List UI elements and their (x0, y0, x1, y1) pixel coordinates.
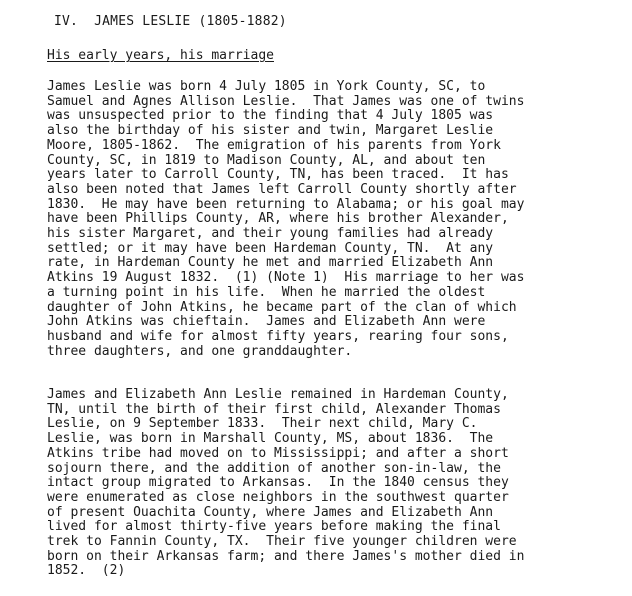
text-line: sojourn there, and the addition of another son-in-law, the (47, 460, 501, 476)
text-line: also the birthday of his sister and twin, Margaret Leslie (47, 123, 494, 139)
text-line: Atkins tribe had moved on to Mississippi; and after a short (47, 445, 509, 461)
section-subheading: His early years, his marriage (47, 48, 274, 63)
text-line: Moore, 1805-1862. The emigration of his parents from York (47, 137, 501, 153)
text-line: Leslie, was born in Marshall County, MS, about 1836. The (47, 431, 494, 447)
paragraph-2 (47, 388, 524, 579)
text-line: also been noted that James left Carroll County shortly after (47, 181, 517, 197)
text-line: three daughters, and one granddaughter. (47, 343, 353, 359)
text-line: Atkins 19 August 1832. (1) (Note 1) His marriage to her was (47, 270, 525, 286)
text-line: 1830. He may have been returning to Alabama; or his goal may (47, 196, 525, 212)
text-line: rate, in Hardeman County he met and married Elizabeth Ann (47, 255, 494, 271)
text-line: James and Elizabeth Ann Leslie remained in Hardeman County, (47, 387, 509, 402)
text-line: his sister Margaret, and their young families had already (47, 226, 494, 242)
text-line: lived for almost thirty-five years before making the final (47, 519, 501, 535)
paragraph-1 (47, 80, 524, 359)
text-line: 1852. (2) (47, 563, 126, 579)
text-line: John Atkins was chieftain. James and Elizabeth Ann were (47, 314, 486, 330)
text-line: trek to Fannin County, TX. Their five younger children were (47, 534, 517, 550)
text-line: years later to Carroll County, TN, has been traced. It has (47, 167, 509, 183)
text-line: TN, until the birth of their first child, Alexander Thomas (47, 401, 501, 417)
text-line: husband and wife for almost fifty years, rearing four sons, (47, 328, 509, 344)
text-line: daughter of John Atkins, he became part of the clan of which (47, 299, 517, 315)
text-line: James Leslie was born 4 July 1805 in York County, SC, to (47, 79, 486, 94)
text-line: settled; or it may have been Hardeman County, TN. At any (47, 240, 494, 256)
section-heading: IV. JAMES LESLIE (1805-1882) (54, 14, 287, 29)
text-line: of present Ouachita County, where James and Elizabeth Ann (47, 504, 494, 520)
text-line: County, SC, in 1819 to Madison County, AL, and about ten (47, 152, 486, 168)
text-line: were enumerated as close neighbors in the southwest quarter (47, 489, 509, 505)
text-line: Leslie, on 9 September 1833. Their next child, Mary C. (47, 416, 478, 432)
text-line: born on their Arkansas farm; and there James's mother died in (47, 548, 525, 564)
text-line: was unsuspected prior to the finding that 4 July 1805 was (47, 108, 494, 124)
text-line: Samuel and Agnes Allison Leslie. That James was one of twins (47, 93, 525, 109)
text-line: have been Phillips County, AR, where his brother Alexander, (47, 211, 509, 227)
text-line: intact group migrated to Arkansas. In the 1840 census they (47, 475, 509, 491)
text-line: a turning point in his life. When he married the oldest (47, 284, 486, 300)
